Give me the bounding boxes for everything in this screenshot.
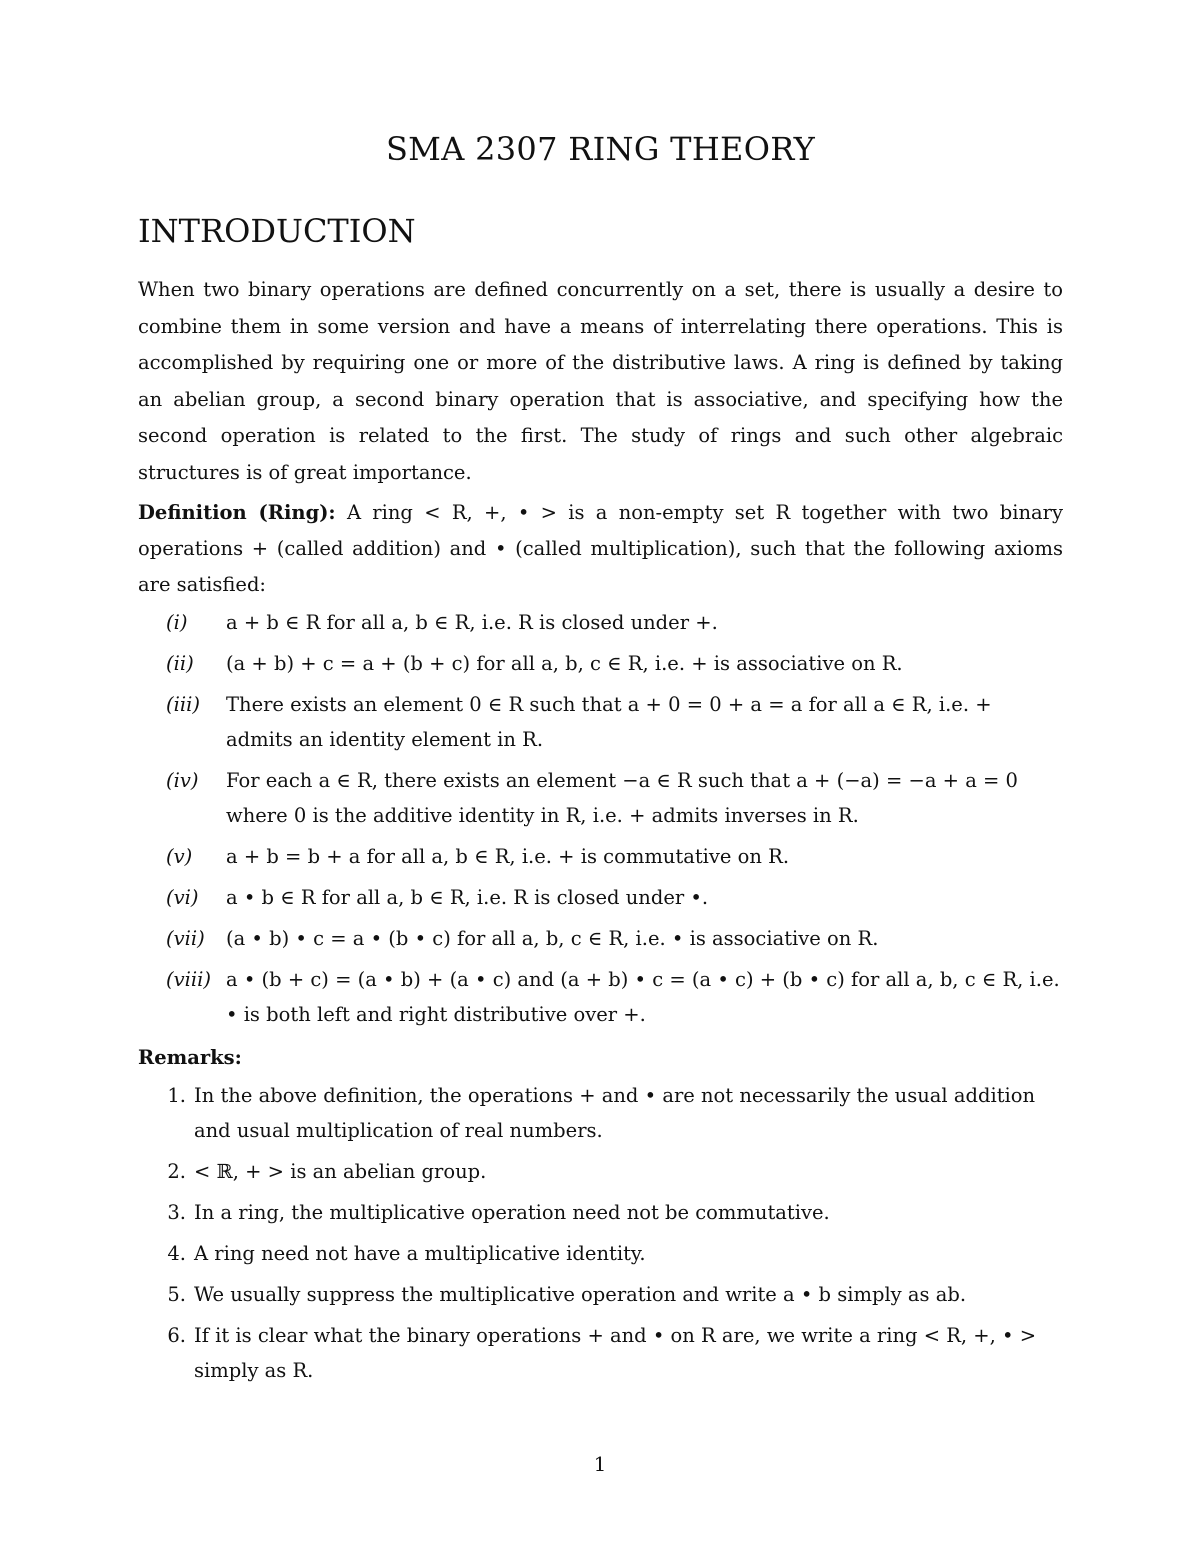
document-title: SMA 2307 RING THEORY <box>385 130 816 168</box>
axiom-text: There exists an element 0 ∈ R such that a + 0 = 0 + a = a for all a ∈ R, i.e. + admits an identity element in R. <box>226 693 992 751</box>
axiom-text: a • (b + c) = (a • b) + (a • c) and (a + b) • c = (a • c) + (b • c) for all a, b, c ∈ R, i.e. • is both left and right distributive over +. <box>226 968 1060 1026</box>
axiom-label: (iii) <box>166 693 200 716</box>
section-title: INTRODUCTION <box>138 212 416 250</box>
axiom-label: (i) <box>166 611 188 634</box>
axiom-label: (viii) <box>166 968 211 991</box>
remark-item <box>138 1195 1063 1230</box>
axiom-list <box>138 605 1063 1032</box>
axiom-item <box>138 962 1063 1032</box>
remark-number: 1. <box>167 1084 186 1107</box>
remark-number: 2. <box>167 1160 186 1183</box>
remark-text: A ring need not have a multiplicative identity. <box>194 1242 646 1265</box>
axiom-label: (vi) <box>166 886 199 909</box>
remark-text: If it is clear what the binary operations + and • on R are, we write a ring < R, +, • > simply as R. <box>194 1324 1037 1382</box>
remark-text: < ℝ, + > is an abelian group. <box>194 1160 487 1183</box>
remark-item <box>138 1318 1063 1388</box>
axiom-item <box>138 763 1063 833</box>
remark-text: We usually suppress the multiplicative operation and write a • b simply as ab. <box>194 1283 967 1306</box>
remark-number: 3. <box>167 1201 186 1224</box>
axiom-label: (vii) <box>166 927 205 950</box>
axiom-text: a + b ∈ R for all a, b ∈ R, i.e. R is closed under +. <box>226 611 718 634</box>
axiom-item <box>138 646 1063 681</box>
axiom-text: a + b = b + a for all a, b ∈ R, i.e. + is commutative on R. <box>226 845 790 868</box>
axiom-item <box>138 605 1063 640</box>
definition-heading: Definition (Ring): <box>138 501 336 524</box>
axiom-text: a • b ∈ R for all a, b ∈ R, i.e. R is closed under •. <box>226 886 709 909</box>
ring-definition <box>138 495 1063 603</box>
axiom-item <box>138 687 1063 757</box>
axiom-item <box>138 839 1063 874</box>
axiom-text: (a + b) + c = a + (b + c) for all a, b, c ∈ R, i.e. + is associative on R. <box>226 652 903 675</box>
remark-text: In the above definition, the operations + and • are not necessarily the usual addition and usual multiplication of real numbers. <box>194 1084 1036 1142</box>
remark-item <box>138 1277 1063 1312</box>
axiom-item <box>138 880 1063 915</box>
document-page <box>138 130 1063 1394</box>
remark-item <box>138 1078 1063 1148</box>
remarks-heading: Remarks: <box>138 1046 242 1069</box>
page-number: 1 <box>593 1452 607 1476</box>
remark-item <box>138 1236 1063 1271</box>
definition-body: A ring < R, +, • > is a non-empty set R together with two binary operations + (called addition) and • (called multiplication), such that the following axioms are satisfied: <box>138 501 1063 596</box>
remarks-list <box>138 1078 1063 1388</box>
axiom-label: (v) <box>166 845 193 868</box>
axiom-item <box>138 921 1063 956</box>
axiom-label: (ii) <box>166 652 194 675</box>
remark-number: 6. <box>167 1324 186 1347</box>
axiom-text: (a • b) • c = a • (b • c) for all a, b, c ∈ R, i.e. • is associative on R. <box>226 927 879 950</box>
axiom-label: (iv) <box>166 769 199 792</box>
remark-number: 4. <box>167 1242 186 1265</box>
remark-text: In a ring, the multiplicative operation need not be commutative. <box>194 1201 830 1224</box>
intro-paragraph: When two binary operations are defined concurrently on a set, there is usually a desire to combine them in some version and have a means of interrelating there operations. This is accomplished by requiring one or more of the distributive laws. A ring is defined by taking an abelian group, a second binary operation that is associative, and specifying how the second operation is related to the first. The study of rings and such other algebraic structures is of great importance. <box>138 278 1063 484</box>
axiom-text: For each a ∈ R, there exists an element −a ∈ R such that a + (−a) = −a + a = 0 where 0 is the additive identity in R, i.e. + admits inverses in R. <box>226 769 1018 827</box>
remark-item <box>138 1154 1063 1189</box>
remark-number: 5. <box>167 1283 186 1306</box>
